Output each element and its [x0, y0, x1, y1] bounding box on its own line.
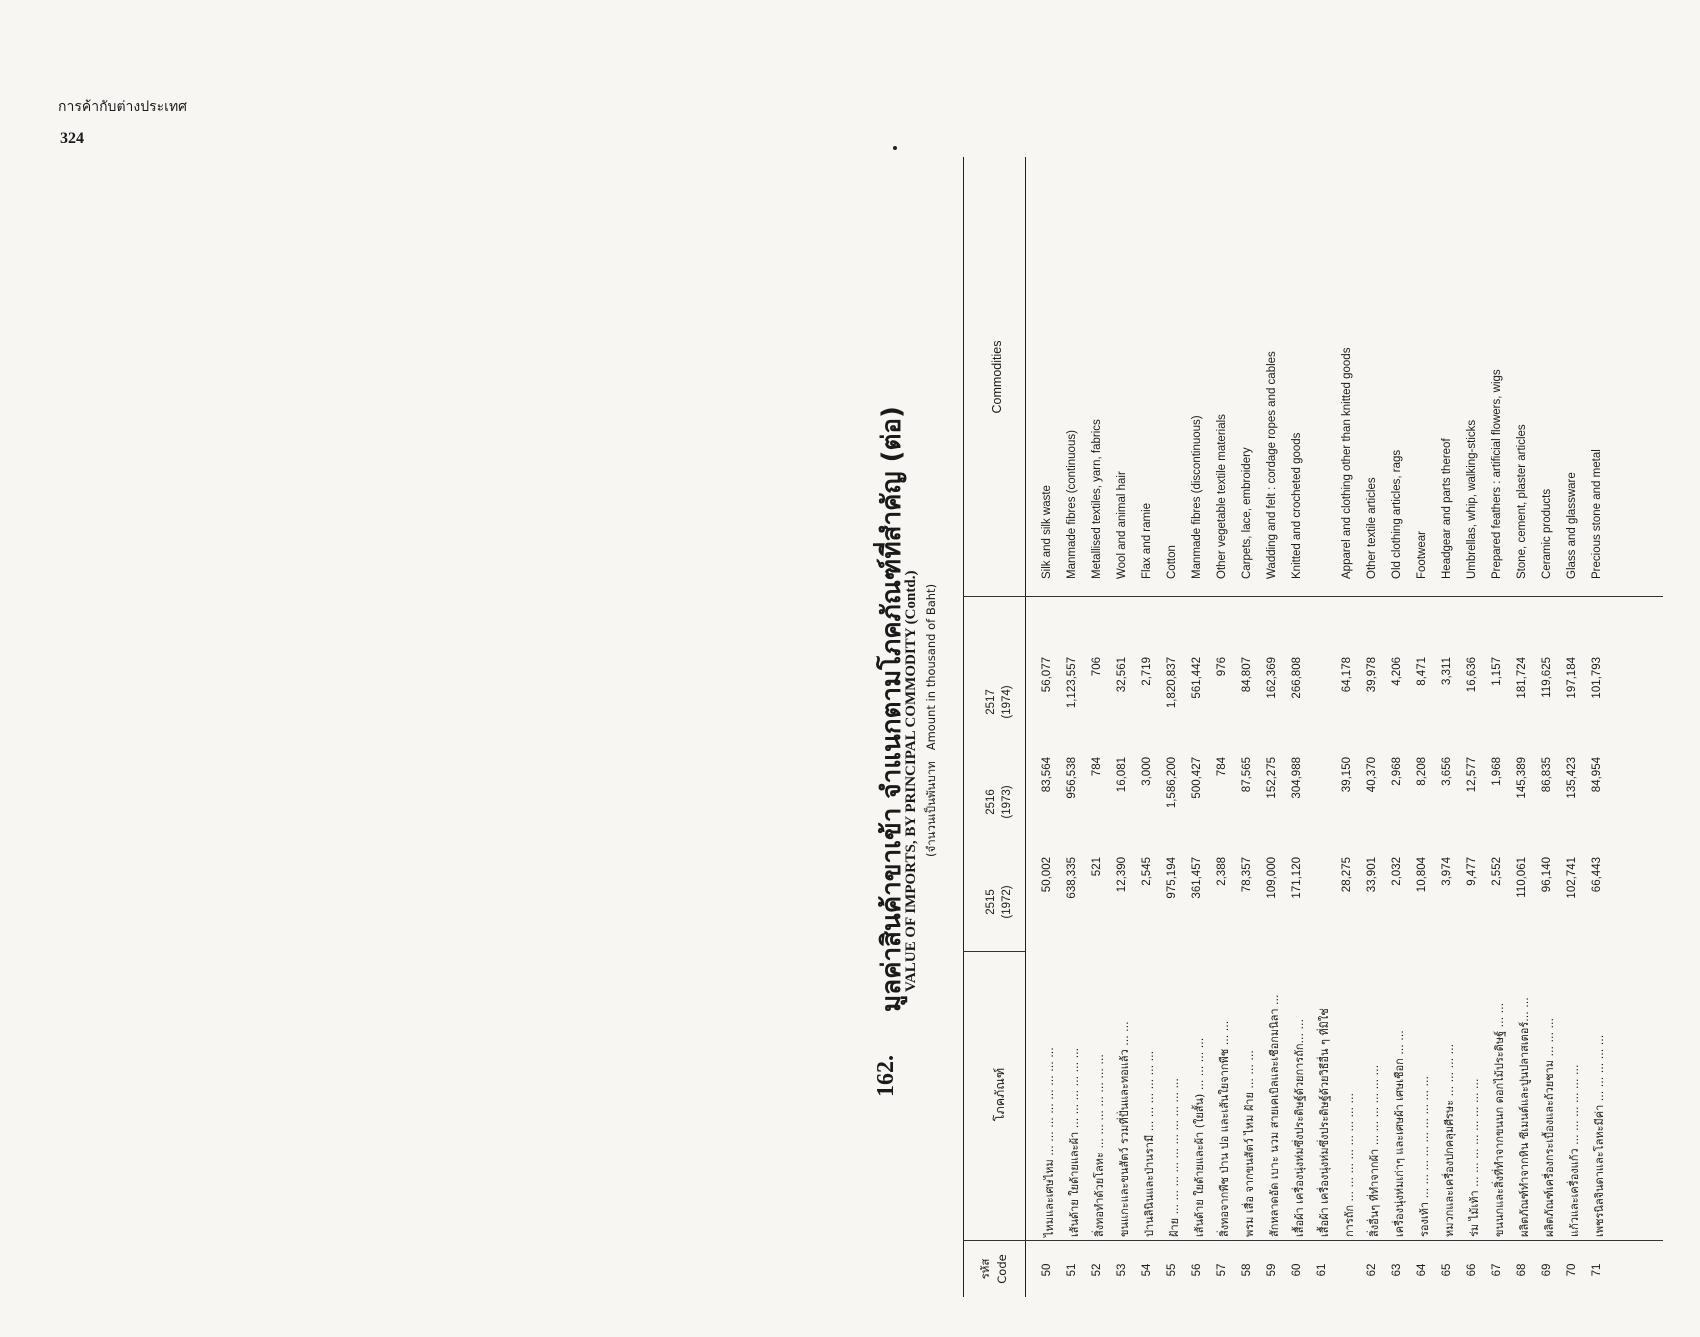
code-cell: 54: [1141, 1263, 1153, 1277]
value-1972-cell: 12,390: [1116, 857, 1128, 893]
value-1974-cell: 162,369: [1266, 657, 1278, 699]
value-1972-cell: 96,140: [1541, 857, 1553, 893]
title-english: VALUE OF IMPORTS, BY PRINCIPAL COMMODITY (Contd.): [903, 570, 919, 992]
table-row: [1137, 157, 1162, 1297]
value-1973-cell: 304,988: [1291, 757, 1303, 799]
commodities-header: Commodities: [990, 340, 1004, 414]
thai-commodity-cell: เพชรนิลจินดาและโลหะมีค่า ... ... ... ... ...: [1593, 1034, 1606, 1237]
code-cell: 57: [1216, 1263, 1228, 1277]
thai-commodity-cell: ไหมและเศษไหม ... ... ... ... ... ... ... ...: [1043, 1047, 1056, 1237]
value-1972-cell: 33,901: [1366, 857, 1378, 893]
english-commodity-cell: Old clothing articles, rags: [1391, 449, 1403, 579]
table-row: [1212, 157, 1237, 1297]
value-1972-cell: 3,974: [1441, 857, 1453, 886]
thai-commodity-cell: แก้วและเครื่องแก้ว ... ... ... ... ... ...: [1568, 1064, 1581, 1237]
thai-commodity-cell: เส้นด้าย ใยด้ายและผ้า ... ... ... ... ... ...: [1068, 1047, 1081, 1237]
english-commodity-cell: Wadding and felt : cordage ropes and cables: [1266, 351, 1278, 579]
value-1973-cell: 784: [1091, 757, 1103, 777]
year-header-1972: [983, 852, 1015, 952]
value-1973-cell: 1,968: [1491, 757, 1503, 786]
speck: [893, 146, 897, 150]
value-1973-cell: 500,427: [1191, 757, 1203, 799]
value-1973-cell: 12,577: [1466, 757, 1478, 793]
value-1974-cell: 4,206: [1391, 657, 1403, 686]
value-1972-cell: 171,120: [1291, 857, 1303, 899]
value-1973-cell: 152,275: [1266, 757, 1278, 799]
value-1973-cell: 86,835: [1541, 757, 1553, 793]
table-number: 162.: [873, 1055, 899, 1097]
value-1973-cell: 83,564: [1041, 757, 1053, 793]
value-1973-cell: 39,150: [1341, 757, 1353, 793]
code-cell: 59: [1266, 1263, 1278, 1277]
value-1974-cell: 84,807: [1241, 657, 1253, 693]
top-rule: [963, 157, 964, 1297]
thai-commodity-cell: ผลิตภัณฑ์เครื่องกระเบื้องและถ้วยชาม ... ... ...: [1543, 1018, 1556, 1237]
rotated-table-page: [865, 157, 1700, 1297]
year-header-1973: [983, 752, 1015, 852]
value-1974-cell: 39,978: [1366, 657, 1378, 693]
year-thai: 2516: [985, 789, 997, 815]
value-1974-cell: 64,178: [1341, 657, 1353, 693]
unit-thai: (จำนวนเป็นพันบาท: [924, 761, 938, 857]
english-commodity-cell: Carpets, lace, embroidery: [1241, 447, 1253, 579]
value-1974-cell: 56,077: [1041, 657, 1053, 693]
code-cell: 71: [1591, 1263, 1603, 1277]
value-1974-cell: 3,311: [1441, 657, 1453, 685]
table-row: [1062, 157, 1087, 1297]
table-row: [1287, 157, 1312, 1297]
english-commodity-cell: Footwear: [1416, 531, 1428, 579]
table-row: [1037, 157, 1062, 1297]
year-en: (1974): [1001, 685, 1013, 719]
thai-commodity-cell: ผลิตภัณฑ์ทำจากหิน ซีเมนต์และปูนปลาสเตอร์... ...: [1518, 997, 1531, 1237]
value-1974-cell: 119,625: [1541, 657, 1553, 698]
english-commodity-cell: Precious stone and metal: [1591, 449, 1603, 579]
value-1974-cell: 706: [1091, 657, 1103, 677]
value-1973-cell: 956,538: [1066, 757, 1078, 799]
english-commodity-cell: Flax and ramie: [1141, 502, 1153, 579]
value-1973-cell: 40,370: [1366, 757, 1378, 793]
thai-commodity-cell: ฝ้าย ... ... ... ... ... ... ... ... ... ...: [1168, 1078, 1181, 1237]
value-1972-cell: 109,000: [1266, 857, 1278, 899]
table-row: [1312, 157, 1337, 1297]
thai-commodity-cell: เครื่องนุ่งห่มเก่าๆ และเศษผ้า เศษเชือก ... ...: [1393, 1030, 1406, 1237]
value-1972-cell: 66,443: [1591, 857, 1603, 893]
code-cell: 51: [1066, 1263, 1078, 1277]
table-row: [1587, 157, 1612, 1297]
table-row: [1437, 157, 1462, 1297]
english-commodity-cell: Ceramic products: [1541, 488, 1553, 579]
value-1972-cell: 638,335: [1066, 857, 1078, 899]
value-1972-cell: 2,388: [1216, 857, 1228, 886]
english-commodity-cell: Umbrellas, whip, walking-sticks: [1466, 419, 1478, 579]
value-1973-cell: 87,565: [1241, 757, 1253, 793]
english-commodity-cell: Stone, cement, plaster articles: [1516, 424, 1528, 579]
value-1972-cell: 361,457: [1191, 857, 1203, 899]
value-1972-cell: 2,032: [1391, 857, 1403, 886]
value-1974-cell: 266,808: [1291, 657, 1303, 699]
thai-commodity-cell: หมวกและเครื่องปกคลุมศีรษะ ... ... ... ...: [1443, 1043, 1456, 1237]
table-row: [1087, 157, 1112, 1297]
code-header-en: Code: [995, 1254, 1009, 1284]
value-1974-cell: 561,442: [1191, 657, 1203, 699]
year-en: (1972): [1001, 885, 1013, 919]
thai-commodity-cell: ขนนกและสิ่งที่ทำจากขนนก ดอกไม้ประดิษฐ์ ... ...: [1493, 1002, 1506, 1237]
code-cell: 66: [1466, 1263, 1478, 1277]
year-en: (1973): [1001, 785, 1013, 819]
value-1973-cell: 16,081: [1116, 757, 1128, 793]
code-cell: 60: [1291, 1263, 1303, 1277]
code-cell: 67: [1491, 1263, 1503, 1277]
code-cell: 65: [1441, 1263, 1453, 1277]
thai-commodity-cell: ร่ม ไม้เท้า ... ... ... ... ... ... ... ...: [1468, 1078, 1481, 1237]
code-cell: 56: [1191, 1263, 1203, 1277]
year-thai: 2517: [985, 689, 997, 715]
value-1974-cell: 32,561: [1116, 657, 1128, 693]
code-cell: 69: [1541, 1263, 1553, 1277]
value-1974-cell: 2,719: [1141, 657, 1153, 686]
value-1973-cell: 145,389: [1516, 757, 1528, 799]
value-1972-cell: 110,061: [1516, 857, 1528, 898]
value-1974-cell: 16,636: [1466, 657, 1478, 693]
title-thai: มูลค่าสินค้าขาเข้า จำแนกตามโภคภัณฑ์ที่สำคัญ (ต่อ): [877, 406, 907, 1012]
value-1973-cell: 1,586,200: [1166, 757, 1178, 809]
thai-commodity-cell: พรม เสื่อ จากขนสัตว์ ไหม ฝ้าย ... ... ...: [1243, 1050, 1256, 1237]
value-1974-cell: 1,157: [1491, 657, 1503, 686]
code-cell: 68: [1516, 1263, 1528, 1277]
table-row: [1162, 157, 1187, 1297]
value-1973-cell: 2,968: [1391, 757, 1403, 786]
value-1974-cell: 1,123,557: [1066, 657, 1078, 709]
value-1972-cell: 10,804: [1416, 857, 1428, 893]
english-commodity-cell: Manmade fibres (discontinuous): [1191, 415, 1203, 579]
value-1974-cell: 101,793: [1591, 657, 1603, 699]
value-1973-cell: 8,208: [1416, 757, 1428, 786]
code-header: [977, 1241, 1009, 1297]
english-commodity-cell: Knitted and crocheted goods: [1291, 432, 1303, 579]
table-row: [1262, 157, 1287, 1297]
running-head: การค้ากับต่างประเทศ: [58, 99, 188, 115]
english-commodity-cell: Other textile articles: [1366, 477, 1378, 579]
english-commodity-cell: Prepared feathers : artificial flowers, wigs: [1491, 369, 1503, 579]
value-1973-cell: 3,000: [1141, 757, 1153, 786]
value-1973-cell: 784: [1216, 757, 1228, 777]
value-1972-cell: 975,194: [1166, 857, 1178, 899]
value-1974-cell: 1,820,837: [1166, 657, 1178, 709]
value-1972-cell: 9,477: [1466, 857, 1478, 886]
code-cell: 62: [1366, 1263, 1378, 1277]
code-cell: 52: [1091, 1263, 1103, 1277]
value-1972-cell: 102,741: [1566, 857, 1578, 899]
english-commodity-cell: Manmade fibres (continuous): [1066, 430, 1078, 579]
unit-english: Amount in thousand of Baht): [924, 583, 938, 751]
value-1972-cell: 50,002: [1041, 857, 1053, 893]
header-rule: [1025, 157, 1026, 1297]
table-row: [1362, 157, 1387, 1297]
thai-commodity-cell: สิ่งอื่นๆ ที่ทำจากผ้า ... ... ... ... ... ...: [1368, 1064, 1381, 1237]
code-cell: 61: [1316, 1263, 1328, 1277]
thai-commodity-cell: เส้นด้าย ใยด้ายและผ้า (ใยสั้น) ... ... ... ...: [1193, 1037, 1206, 1237]
code-cell: 53: [1116, 1263, 1128, 1277]
code-cell: 58: [1241, 1263, 1253, 1277]
code-cell: 63: [1391, 1263, 1403, 1277]
english-commodity-cell: Wool and animal hair: [1116, 471, 1128, 579]
table-title: [865, 157, 965, 1297]
year-thai: 2515: [985, 889, 997, 915]
value-1972-cell: 2,552: [1491, 857, 1503, 886]
value-1973-cell: 135,423: [1566, 757, 1578, 799]
value-1974-cell: 976: [1216, 657, 1228, 677]
english-commodity-cell: Apparel and clothing other than knitted goods: [1341, 347, 1353, 579]
page-number: 324: [60, 130, 84, 147]
value-1972-cell: 28,275: [1341, 857, 1353, 893]
table-row: [1512, 157, 1537, 1297]
value-1974-cell: 8,471: [1416, 657, 1428, 686]
thai-commodity-cell: สิ่งทอจากพืช ป่าน ปอ และเส้นใยจากพืช ... ...: [1218, 1020, 1231, 1237]
code-cell: 70: [1566, 1263, 1578, 1277]
table-row: [1537, 157, 1562, 1297]
code-cell: 50: [1041, 1263, 1053, 1277]
thai-commodity-cell: การถัก ... ... ... ... ... ... ... ...: [1343, 1093, 1356, 1237]
year-header-1974: [983, 652, 1015, 752]
thai-commodity-cell: สิ่งทอทำด้วยโลหะ ... ... ... ... ... ... ...: [1093, 1054, 1106, 1237]
value-1974-cell: 181,724: [1516, 657, 1528, 699]
english-commodity-cell: Other vegetable textile materials: [1216, 414, 1228, 579]
table-row: [1187, 157, 1212, 1297]
thai-commodity-cell: เสื้อผ้า เครื่องนุ่งห่มซึ่งประดิษฐ์ด้วยการถัก... ...: [1293, 1018, 1306, 1237]
value-1973-cell: 3,656: [1441, 757, 1453, 786]
table-row: [1562, 157, 1587, 1297]
english-commodity-cell: Headgear and parts thereof: [1441, 438, 1453, 579]
table-row: [1462, 157, 1487, 1297]
code-cell: 55: [1166, 1263, 1178, 1277]
code-header-thai: รหัส: [978, 1258, 992, 1280]
commodity-thai-header: โภคภัณฑ์: [992, 1067, 1007, 1122]
unit-note: [923, 584, 941, 857]
value-1972-cell: 78,357: [1241, 857, 1253, 893]
table-row: [1237, 157, 1262, 1297]
thai-commodity-cell: เสื้อผ้า เครื่องนุ่งห่มซึ่งประดิษฐ์ด้วยวิธีอื่น ๆ ที่มิใช่: [1318, 1008, 1331, 1237]
thai-commodity-cell: ป่านลินินและป่านรามี ... ... ... ... ... ...: [1143, 1050, 1156, 1237]
thai-commodity-cell: สักหลาดอัด เบาะ นวม สายเคเบิลและเชือกมนิลา ...: [1268, 994, 1281, 1237]
table-row: [1412, 157, 1437, 1297]
table-row: [1487, 157, 1512, 1297]
value-1973-cell: 84,954: [1591, 757, 1603, 793]
value-1972-cell: 2,545: [1141, 857, 1153, 886]
english-commodity-cell: Metallised textiles, yarn, fabrics: [1091, 419, 1103, 579]
value-1974-cell: 197,184: [1566, 657, 1578, 699]
english-commodity-cell: Cotton: [1166, 545, 1178, 579]
thai-commodity-cell: รองเท้า ... ... ... ... ... ... ... ... ...: [1418, 1076, 1431, 1237]
value-1972-cell: 521: [1091, 857, 1103, 877]
thai-commodity-cell: ขนแกะและขนสัตว์ รวมที่ปั่นและทอแล้ว ... ...: [1118, 1021, 1131, 1237]
english-commodity-cell: Silk and silk waste: [1041, 485, 1053, 579]
table-row: [1337, 157, 1362, 1297]
code-cell: 64: [1416, 1263, 1428, 1277]
table-row: [1112, 157, 1137, 1297]
table-row: [1387, 157, 1412, 1297]
english-commodity-cell: Glass and glassware: [1566, 472, 1578, 579]
